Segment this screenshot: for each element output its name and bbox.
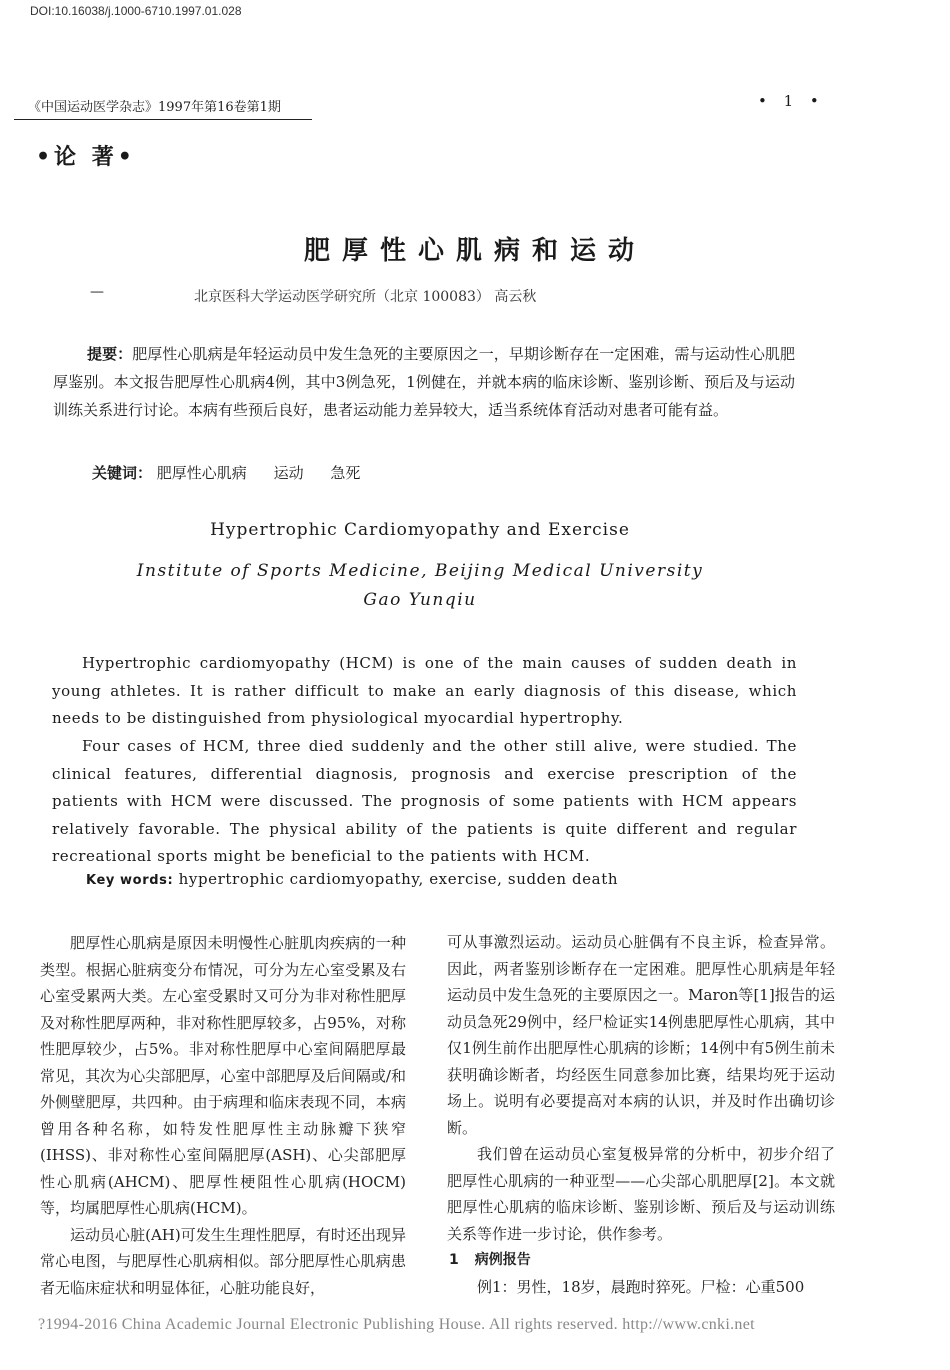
- section-label: •论 著•: [36, 144, 136, 170]
- abstract-label: 提要：: [87, 345, 133, 363]
- article-title: 肥厚性心肌病和运动: [303, 236, 646, 266]
- copyright-footer: ?1994-2016 China Academic Journal Electronic Publishing House. All rights reserved. http://www.cnki.net: [38, 1316, 755, 1333]
- page-number: • 1 •: [758, 92, 825, 110]
- body-paragraph: 例1：男性，18岁，晨跑时猝死。尸检：心重500: [477, 1277, 805, 1296]
- affiliation: 北京医科大学运动医学研究所（北京 100083） 高云秋: [194, 289, 537, 305]
- affiliation-dash: —: [90, 284, 104, 300]
- keyword: 急死: [330, 464, 361, 482]
- keyword: 运动: [273, 464, 304, 482]
- section-heading-text: 病例报告: [474, 1252, 531, 1268]
- body-paragraph: 可从事激烈运动。运动员心脏偶有不良主诉，检查异常。因此，两者鉴别诊断存在一定困难。肥厚性心肌病是年轻运动员中发生急死的主要原因之一。Maron等[1]报告的运动员急死29例中，经尸检证实14例患肥厚性心肌病，其中仅1例生前作出肥厚性心肌病的诊断；14例中有5例生前未获明确诊断者，均经医生同意参加比赛，结果均死于运动场上。说明有必要提高对本病的认识，并及时作出确切诊断。: [447, 933, 835, 1137]
- header-rule: [14, 119, 312, 120]
- english-keywords-text: hypertrophic cardiomyopathy, exercise, sudden death: [178, 870, 619, 888]
- keywords-label: 关键词：: [92, 464, 153, 482]
- chinese-keywords: [92, 462, 382, 483]
- english-institute: Institute of Sports Medicine, Beijing Medical University: [136, 561, 704, 581]
- body-paragraph: 肥厚性心肌病是原因未明慢性心脏肌肉疾病的一种类型。根据心脏病变分布情况，可分为左心室受累及右心室受累两大类。左心室受累时又可分为非对称性肥厚及对称性肥厚两种，非对称性肥厚较多，占95%，对称性肥厚较少，占5%。非对称性肥厚中心室间隔肥厚最常见，其次为心尖部肥厚，心室中部肥厚及后间隔或/和外侧壁肥厚，共四种。由于病理和临床表现不同，本病曾用各种名称，如特发性肥厚性主动脉瓣下狭窄(IHSS)、非对称性心室间隔肥厚(ASH)、心尖部肥厚性心肌病(AHCM)、肥厚性梗阻性心肌病(HOCM)等，均属肥厚性心肌病(HCM)。: [40, 934, 406, 1217]
- body-paragraph: 我们曾在运动员心室复极异常的分析中，初步介绍了肥厚性心肌病的一种亚型——心尖部心肌肥厚[2]。本文就肥厚性心肌病的临床诊断、鉴别诊断、预后及与运动训练关系等作进一步讨论，供作参考。: [447, 1145, 835, 1243]
- section-heading-number: 1: [449, 1252, 459, 1268]
- abstract-text: 肥厚性心肌病是年轻运动员中发生急死的主要原因之一，早期诊断存在一定困难，需与运动性心肌肥厚鉴别。本文报告肥厚性心肌病4例，其中3例急死，1例健在，并就本病的临床诊断、鉴别诊断、预后及与运动训练关系进行讨论。本病有些预后良好，患者运动能力差异较大，适当系统体育活动对患者可能有益。: [53, 345, 795, 419]
- english-title: Hypertrophic Cardiomyopathy and Exercise: [210, 520, 630, 540]
- body-right-column: [447, 929, 835, 1300]
- body-left-column: [40, 930, 406, 1301]
- english-author: Gao Yunqiu: [363, 590, 477, 610]
- english-keywords-label: Key words:: [86, 873, 174, 888]
- doi-line: DOI:10.16038/j.1000-6710.1997.01.028: [30, 4, 242, 18]
- english-abstract-paragraph-2: Four cases of HCM, three died suddenly and the other still alive, were studied. The clinical features, differential diagnosis, prognosis and exercise prescription of the patients with HCM were discussed. The prognosis of some patients with HCM appears relatively favorable. The physical ability of the patients is quite different and regular recreational sports might be beneficial to the patients with HCM.: [52, 737, 797, 865]
- body-paragraph: 运动员心脏(AH)可发生生理性肥厚，有时还出现异常心电图，与肥厚性心肌病相似。部分肥厚性心肌病患者无临床症状和明显体征，心脏功能良好，: [40, 1225, 406, 1297]
- chinese-abstract: [53, 340, 795, 424]
- english-keywords: [86, 870, 618, 888]
- section-heading: [449, 1247, 835, 1274]
- keyword: 肥厚性心肌病: [156, 464, 247, 482]
- journal-header: 《中国运动医学杂志》1997年第16卷第1期: [28, 100, 281, 115]
- english-abstract-paragraph-1: Hypertrophic cardiomyopathy (HCM) is one of the main causes of sudden death in young athletes. It is rather difficult to make an early diagnosis of this disease, which needs to be distinguished from physiological myocardial hypertrophy.: [52, 654, 797, 727]
